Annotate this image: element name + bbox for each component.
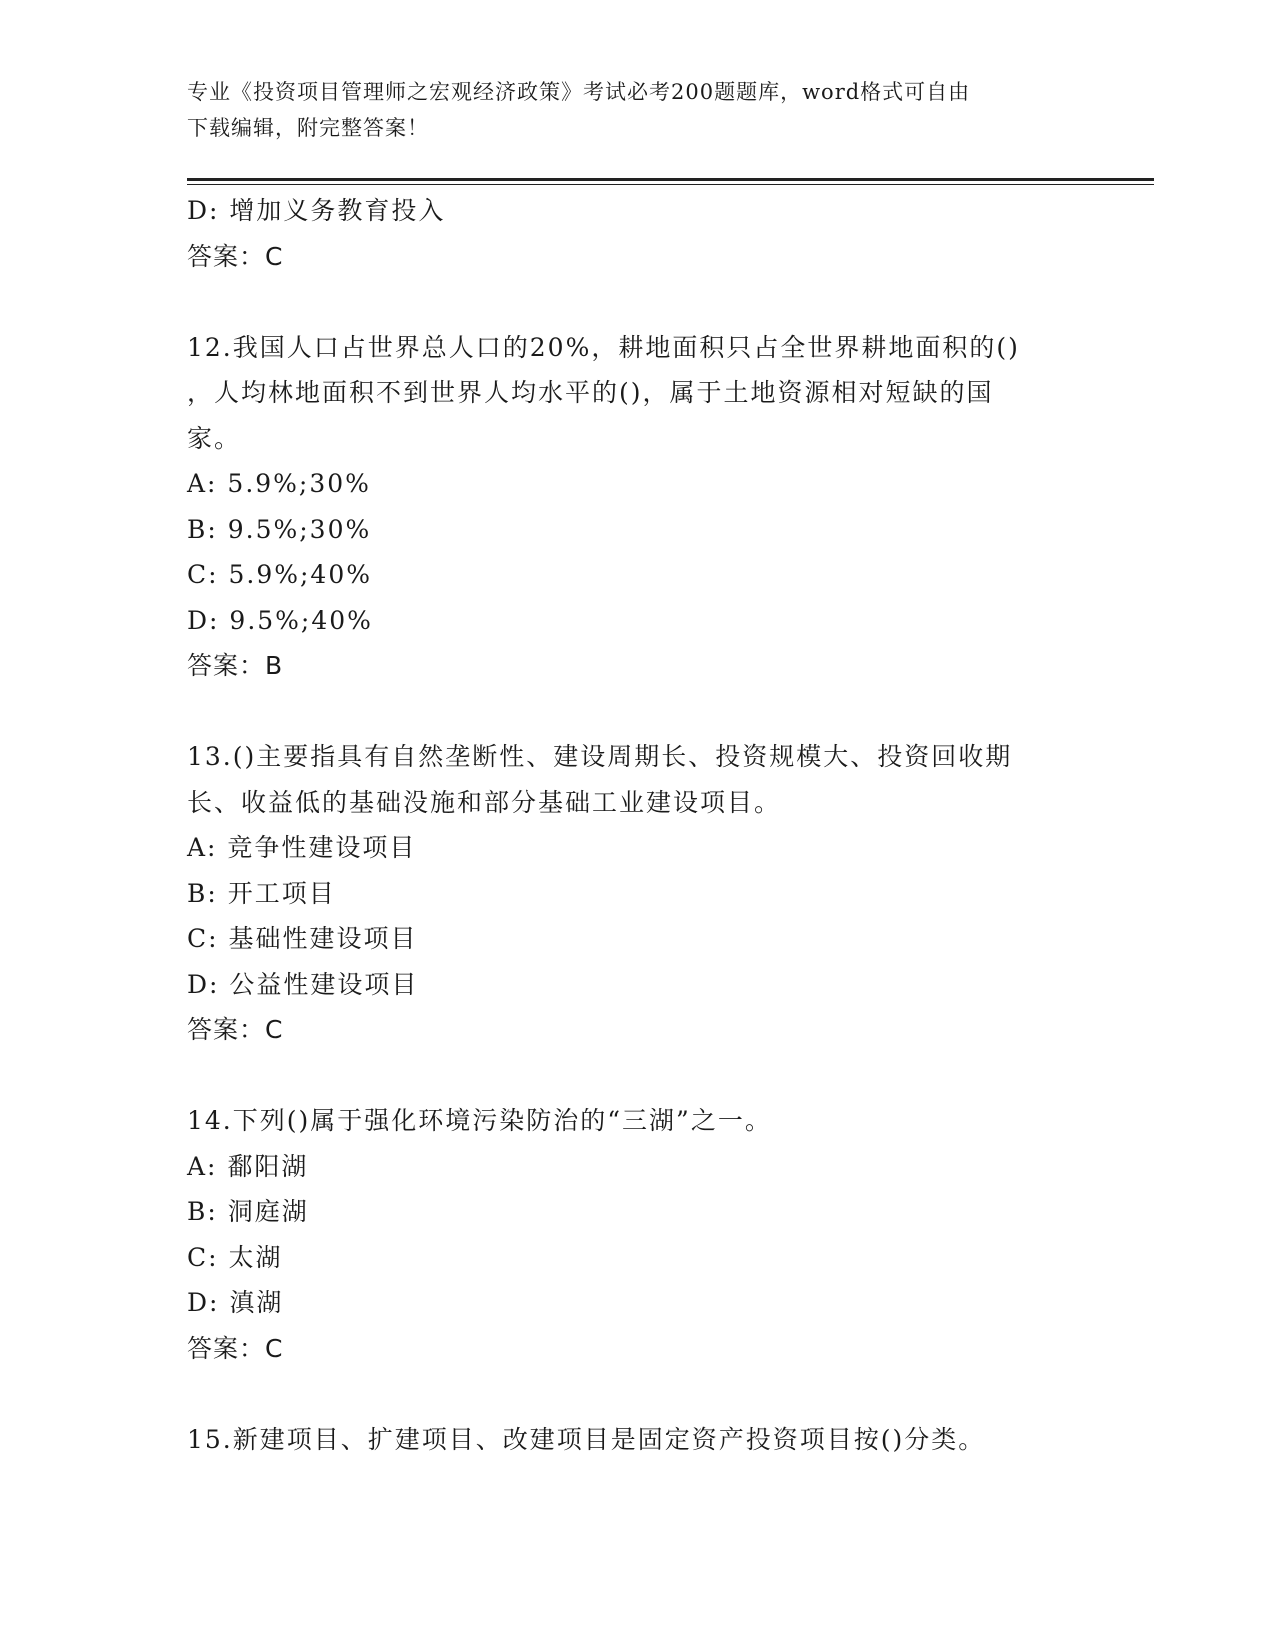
question-list	[187, 188, 1087, 1462]
option-b: B: 开工项目	[187, 878, 336, 908]
option-c: C: 基础性建设项目	[187, 924, 418, 953]
option-d: D: 9.5%;40%	[187, 605, 373, 635]
question-stem-line: ，人均林地面积不到世界人均水平的()，属于土地资源相对短缺的国	[187, 378, 994, 407]
header-title-line-2: 下载编辑，附完整答案！	[187, 116, 429, 140]
question-stem-line: 长、收益低的基础没施和部分基础工业建设项目。	[187, 787, 782, 817]
question-stem-line: 14.下列()属于强化环境污染防治的“三湖”之一。	[187, 1106, 772, 1135]
option-a: A: 5.9%;30%	[187, 469, 371, 498]
option-c: C: 太湖	[187, 1242, 283, 1272]
question-stem-line: 家。	[187, 423, 242, 453]
option-d: D: 公益性建设项目	[187, 969, 419, 999]
answer: 答案：C	[187, 1333, 284, 1363]
question-stem-line: 15.新建项目、扩建项目、改建项目是固定资产投资项目按()分类。	[187, 1424, 986, 1454]
header-title-line-1: 专业《投资项目管理师之宏观经济政策》考试必考200题题库，word格式可自由	[187, 80, 971, 104]
question-stem-line: 13.()主要指具有自然垄断性、建设周期长、投资规模大、投资回收期	[187, 742, 1013, 771]
spacer	[187, 279, 1087, 325]
spacer	[187, 1371, 1087, 1417]
answer: 答案：B	[187, 651, 284, 680]
question-15	[187, 1417, 1087, 1463]
option-c: C: 5.9%;40%	[187, 560, 373, 589]
question-13	[187, 734, 1087, 1053]
option-d: D: 增加义务教育投入	[187, 196, 446, 225]
option-b: B: 9.5%;30%	[187, 514, 372, 544]
option-a: A: 竞争性建设项目	[187, 833, 417, 862]
option-d: D: 滇湖	[187, 1288, 284, 1317]
question-11-tail	[187, 188, 1087, 279]
question-stem-line: 12.我国人口占世界总人口的20%，耕地面积只占全世界耕地面积的()	[187, 332, 1020, 362]
answer: 答案：C	[187, 241, 284, 271]
header-divider-thick	[187, 178, 1154, 181]
answer: 答案：C	[187, 1015, 284, 1044]
header-divider-thin	[187, 184, 1154, 185]
question-14	[187, 1098, 1087, 1371]
option-b: B: 洞庭湖	[187, 1197, 309, 1226]
option-a: A: 鄱阳湖	[187, 1151, 309, 1181]
spacer	[187, 689, 1087, 735]
spacer	[187, 1053, 1087, 1099]
question-12	[187, 325, 1087, 689]
document-header	[187, 74, 1087, 146]
